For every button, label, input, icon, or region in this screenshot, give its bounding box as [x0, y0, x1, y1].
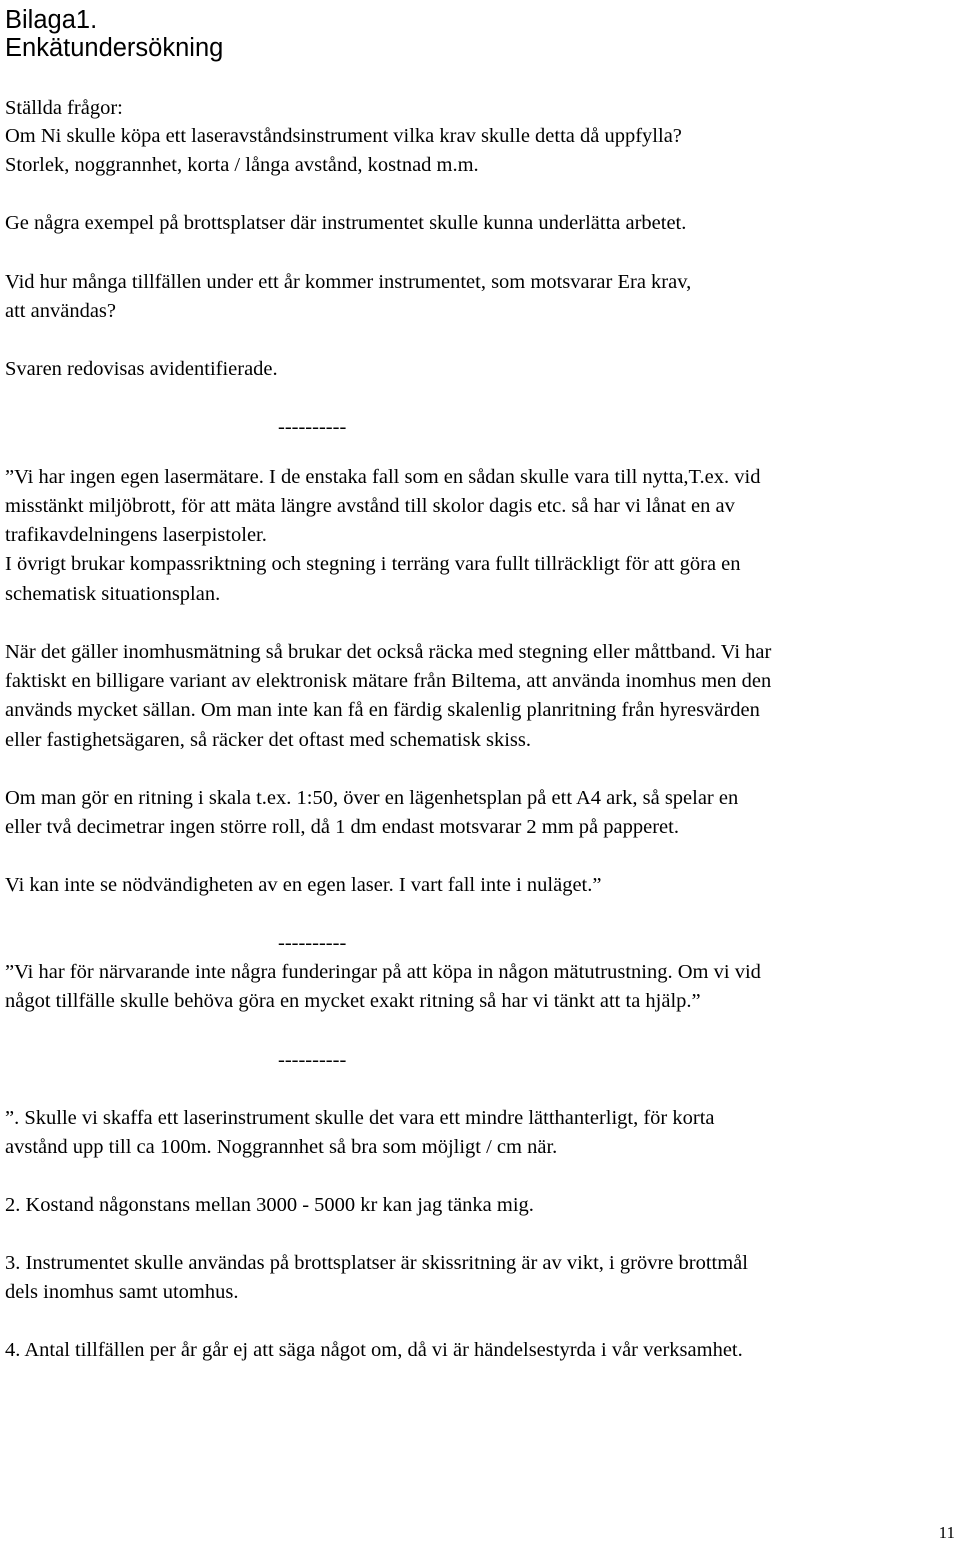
page-number: 11 [938, 1523, 955, 1542]
answer-3-line-2: avstånd upp till ca 100m. Noggrannhet så bra som möjligt / cm när. [5, 1136, 558, 1158]
separator: ---------- [278, 932, 347, 954]
answer-3-point-3-line-1: 3. Instrumentet skulle användas på brottsplatser är skissritning är av vikt, i grövre brottmål [5, 1252, 748, 1274]
answer-1-p2-line-4: eller fastighetsägaren, så räcker det oftast med schematisk skiss. [5, 729, 531, 751]
question-3-line-1: Vid hur många tillfällen under ett år kommer instrumentet, som motsvarar Era krav, [5, 271, 692, 293]
answer-3-point-4: 4. Antal tillfällen per år går ej att säga något om, då vi är händelsestyrda i vår verksamhet. [5, 1339, 743, 1361]
answer-1-p2-line-3: används mycket sällan. Om man inte kan få en färdig skalenlig planritning från hyresvärden [5, 699, 760, 721]
question-3-line-2: att användas? [5, 300, 116, 322]
answer-1-p3-line-2: eller två decimetrar ingen större roll, då 1 dm endast motsvarar 2 mm på papperet. [5, 816, 679, 838]
separator: ---------- [278, 1049, 347, 1071]
answer-1-line-3: trafikavdelningens laserpistoler. [5, 524, 267, 546]
answer-2-line-2: något tillfälle skulle behöva göra en mycket exakt ritning så har vi tänkt att ta hjälp.” [5, 990, 701, 1012]
questions-heading: Ställda frågor: [5, 97, 123, 119]
answer-1-p4: Vi kan inte se nödvändigheten av en egen laser. I vart fall inte i nuläget.” [5, 874, 602, 896]
document-title: Bilaga1. [5, 6, 98, 34]
question-1-line-2: Storlek, noggrannhet, korta / långa avstånd, kostnad m.m. [5, 154, 479, 176]
question-2: Ge några exempel på brottsplatser där instrumentet skulle kunna underlätta arbetet. [5, 212, 687, 234]
question-1-line-1: Om Ni skulle köpa ett laseravståndsinstrument vilka krav skulle detta då uppfylla? [5, 125, 682, 147]
answer-1-line-2: misstänkt miljöbrott, för att mäta längre avstånd till skolor dagis etc. så har vi lånat en av [5, 495, 735, 517]
answer-3-point-2: 2. Kostand någonstans mellan 3000 - 5000 kr kan jag tänka mig. [5, 1194, 534, 1216]
answer-1-line-5: schematisk situationsplan. [5, 583, 221, 605]
answer-1-p2-line-2: faktiskt en billigare variant av elektronisk mätare från Biltema, att använda inomhus men den [5, 670, 772, 692]
anonymity-note: Svaren redovisas avidentifierade. [5, 358, 278, 380]
document-subtitle: Enkätundersökning [5, 34, 224, 62]
separator: ---------- [278, 416, 347, 438]
answer-1-p2-line-1: När det gäller inomhusmätning så brukar det också räcka med stegning eller måttband. Vi har [5, 641, 772, 663]
answer-1-p3-line-1: Om man gör en ritning i skala t.ex. 1:50, över en lägenhetsplan på ett A4 ark, så spelar en [5, 787, 739, 809]
answer-1-line-1: ”Vi har ingen egen lasermätare. I de enstaka fall som en sådan skulle vara till nytta,T.ex. vid [5, 466, 761, 488]
answer-3-point-3-line-2: dels inomhus samt utomhus. [5, 1281, 239, 1303]
answer-2-line-1: ”Vi har för närvarande inte några funderingar på att köpa in någon mätutrustning. Om vi vid [5, 961, 761, 983]
answer-1-line-4: I övrigt brukar kompassriktning och stegning i terräng vara fullt tillräckligt för att göra en [5, 553, 741, 575]
answer-3-line-1: ”. Skulle vi skaffa ett laserinstrument skulle det vara ett mindre lätthanterligt, för korta [5, 1107, 715, 1129]
